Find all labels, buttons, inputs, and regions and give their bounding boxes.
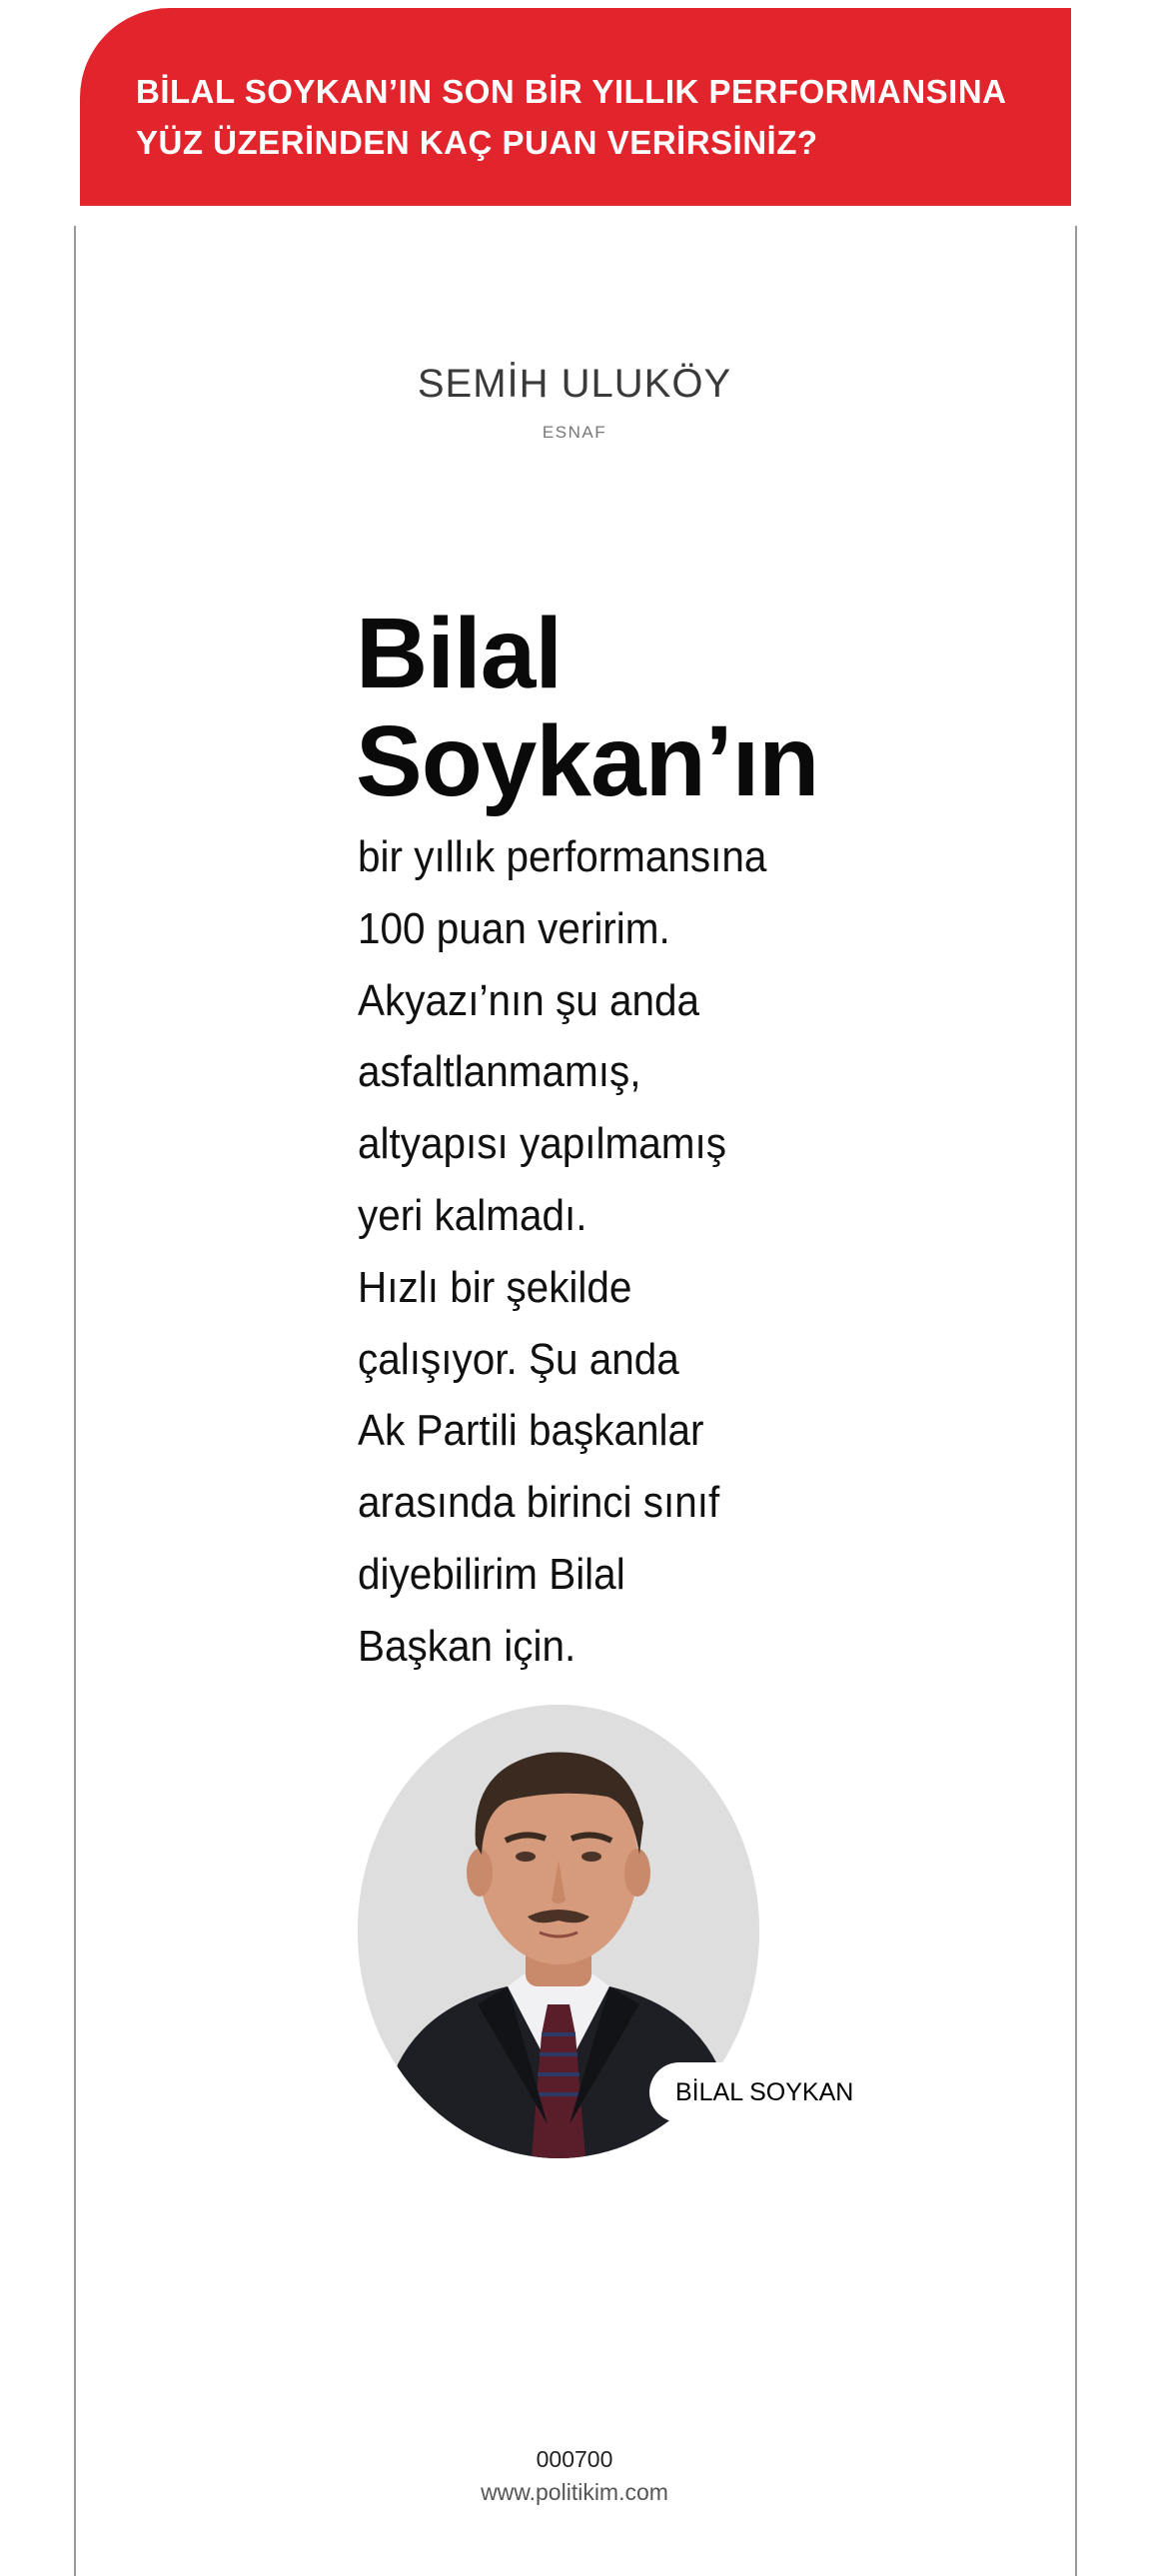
quote-line: Başkan için. (358, 1621, 576, 1671)
footer-url[interactable]: www.politikim.com (481, 2479, 668, 2505)
quote-line: asfaltlanmamış, (358, 1047, 641, 1097)
quote-line: bir yıllık performansına (358, 832, 767, 881)
headline (356, 600, 915, 815)
banner-question-line-1: BİLAL SOYKAN’IN SON BİR YILLIK PERFORMANSINA (136, 73, 1007, 110)
quote-line: 100 puan veririm. (358, 903, 670, 953)
quote-line: Ak Partili başkanlar (358, 1406, 704, 1456)
banner-question-line-2: YÜZ ÜZERİNDEN KAÇ PUAN VERİRSİNİZ? (136, 124, 818, 161)
header-banner (80, 8, 1071, 206)
quote-line: diyebilirim Bilal (358, 1549, 625, 1599)
quote-line: çalışıyor. Şu anda (358, 1334, 679, 1384)
portrait-caption: BİLAL SOYKAN (649, 2062, 879, 2122)
frame-left-border (74, 226, 76, 2576)
quote-line: Akyazı’nın şu anda (358, 975, 700, 1025)
headline-line-2: Soykan’ın (356, 705, 819, 817)
quote-line: yeri kalmadı. (358, 1190, 587, 1240)
quote-body (358, 821, 917, 1683)
quote-line: altyapısı yapılmamış (358, 1119, 726, 1169)
headline-line-1: Bilal (356, 598, 563, 709)
respondent-name: SEMİH ULUKÖY (417, 362, 732, 406)
quote-line: arasında birinci sınıf (358, 1478, 720, 1528)
respondent-role: ESNAF (542, 423, 607, 442)
quote-line: Hızlı bir şekilde (358, 1262, 632, 1312)
frame-right-border (1075, 226, 1077, 2576)
footer-code: 000700 (536, 2446, 613, 2472)
